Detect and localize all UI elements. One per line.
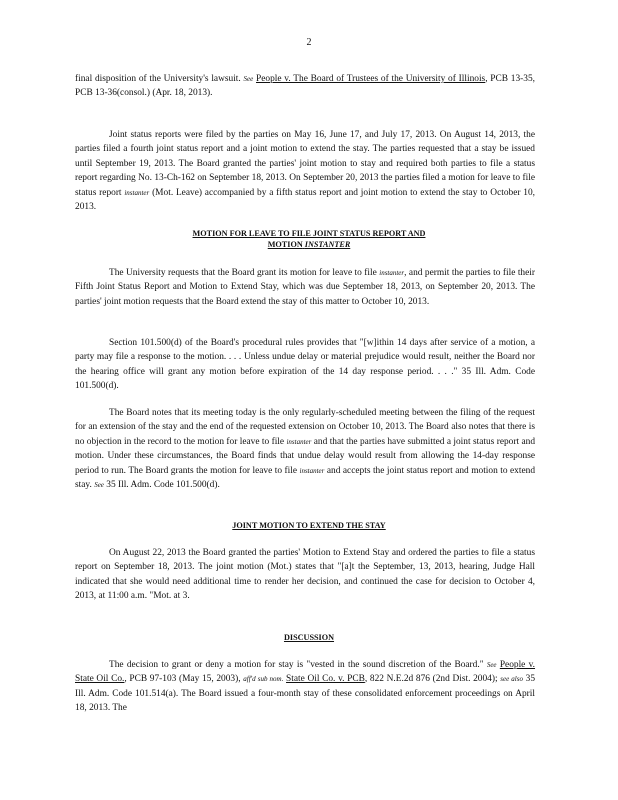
p7-see: See: [486, 661, 497, 669]
paragraph-discussion: [75, 658, 535, 716]
p7-text-d: 35 Ill. Adm. Code 101.514(a). The Board issued a four-month stay of these consolidated enforcement proceedings on April 18, 2013. The: [75, 674, 536, 714]
p1-see: See: [243, 75, 254, 83]
p7-text-b: , PCB 97-103 (May 15, 2003),: [124, 674, 241, 685]
p5-see: See: [94, 481, 104, 490]
p1-citation: People v. The Board of Trustees of the University of Illinois: [256, 74, 486, 84]
p5-instanter-1: instanter: [286, 437, 312, 446]
p5-text-b: and that the parties have submitted a joint status report and motion. Under these circumstances, the Board finds that undue delay would result from allowing the 14-day response period to run. The Board grants the motion for leave to file: [75, 436, 536, 476]
p5-text-c: and accepts the joint status report and motion to extend stay.: [75, 465, 536, 491]
p5-text-d: 35 Ill. Adm. Code 101.500(d).: [106, 480, 220, 491]
p4-text: Section 101.500(d) of the Board's procedural rules provides that "[w]ithin 14 days after service of a motion, a party may file a response to the motion. . . . Unless undue delay or material prejudice would result, neither the Board nor the hearing office will grant any motion before expiration of the 14 day response period. . . ." 35 Ill. Adm. Code 101.500(d).: [75, 338, 535, 392]
paragraph-august-22: [75, 546, 535, 604]
heading-joint-motion: JOINT MOTION TO EXTEND THE STAY: [232, 521, 386, 530]
p5-instanter-2: instanter: [299, 466, 325, 475]
heading-motion-instanter: INSTANTER: [304, 240, 351, 249]
heading-motion-for-leave: [0, 228, 618, 250]
paragraph-status-reports: [75, 128, 535, 214]
p5-text-a: The Board notes that its meeting today is the only regularly-scheduled meeting between the filing of the request for an extension of the stay and the end of the requested extension on October 10, 2013. The Board also notes that there is no objection in the record to the motion for leave to file: [75, 408, 535, 447]
p2-text: Joint status reports were filed by the parties on May 16, June 17, and July 17, 2013. On August 14, 2013, the parties filed a fourth joint status report and a joint motion to extend the stay. The parties requested that a stay be issued until September 19, 2013. The Board granted the parties' joint motion to stay and required both parties to file a status report regarding No. 13-Ch-162 on September 18, 2013. On September 20, 2013 the parties filed a motion for leave to file status report: [75, 130, 535, 198]
p7-text-a: The decision to grant or deny a motion for stay is "vested in the sound discretion of the Board.": [109, 660, 484, 670]
p7-citation-2: State Oil Co. v. PCB: [286, 674, 365, 685]
p2-instanter: instanter: [124, 188, 150, 197]
page-number: 2: [306, 37, 312, 48]
heading-discussion: DISCUSSION: [283, 633, 335, 642]
heading-motion-line2a: MOTION: [267, 240, 303, 249]
p7-citation-1: People v. State Oil Co.: [75, 660, 536, 685]
p6-text: On August 22, 2013 the Board granted the parties' Motion to Extend Stay and ordered the parties to file a status report on September 18, 2013. The joint motion (Mot.) states that "[a]t the September, 13, 2013, hearing, Judge Hall indicated that she would need additional time to render her decision, and continued the case for decision to October 4, 2013, at 11:00 a.m. "Mot. at 3.: [75, 548, 535, 602]
p7-see-also: see also: [500, 675, 523, 684]
p3-text-b: , and permit the parties to file their Fifth Joint Status Report and Motion to Extend Stay, which was due September 18, 2013, on September 20, 2013. The parties' joint motion requests that the Board extend the stay of this matter to October 10, 2013.: [75, 268, 536, 307]
p1-text-b: , PCB 13-35, PCB 13-36(consol.) (Apr. 18, 2013).: [75, 74, 536, 99]
paragraph-board-notes: [75, 406, 535, 492]
p7-text-c: , 822 N.E.2d 876 (2nd Dist. 2004);: [364, 674, 498, 685]
p1-text-a: final disposition of the University's lawsuit.: [75, 74, 241, 84]
paragraph-disposition: [75, 72, 535, 101]
heading-motion-line1: MOTION FOR LEAVE TO FILE JOINT STATUS REPORT AND: [192, 229, 426, 238]
p2-text-end: (Mot. Leave) accompanied by a fifth status report and joint motion to extend the stay to October 10, 2013.: [75, 187, 536, 213]
paragraph-section-101500: [75, 336, 535, 394]
p7-affd: aff'd sub nom.: [243, 675, 284, 684]
paragraph-university-request: [75, 266, 535, 309]
p3-text-a: The University requests that the Board grant its motion for leave to file: [109, 268, 377, 278]
p3-instanter: instanter: [379, 269, 405, 277]
